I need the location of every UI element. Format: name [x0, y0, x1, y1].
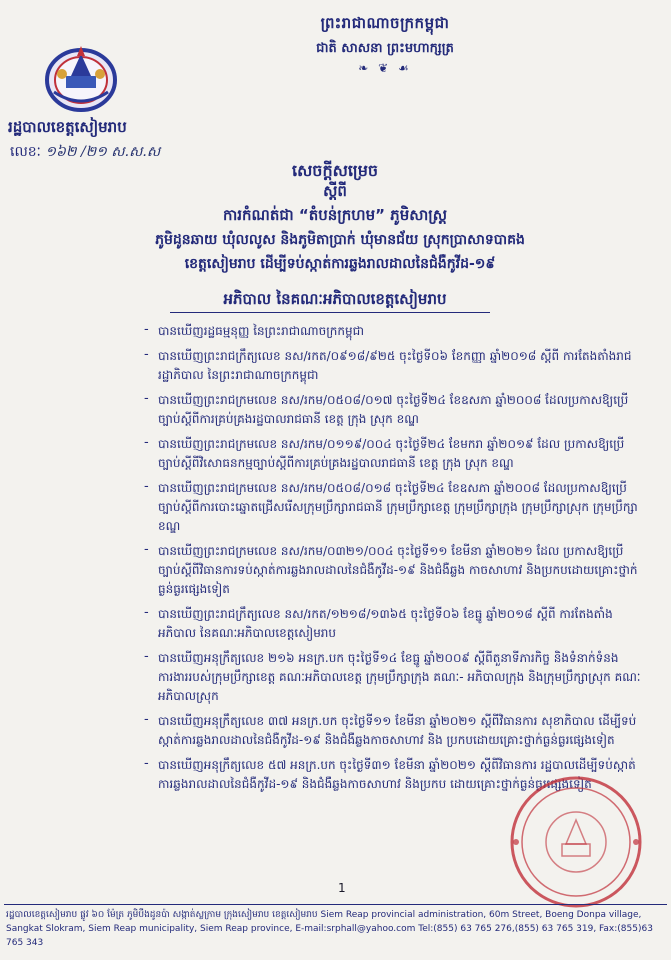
- bullet-dash: -: [144, 712, 149, 727]
- legal-basis-list: [144, 322, 644, 800]
- list-item: - បានឃើញព្រះរាជក្រឹត្យលេខ នស/រកត/១២១៨/១៣៦៥ ចុះថ្ងៃទី០៦ ខែធ្នូ ឆ្នាំ២០១៨ ស្តីពី ការតែងតាំងអភិបាល នៃគណៈអភិបាលខេត្តសៀមរាប: [144, 605, 644, 643]
- list-item: - បានឃើញព្រះរាជក្រឹត្យលេខ នស/រកត/០៩១៨/៩២៥ ចុះថ្ងៃទី០៦ ខែកញ្ញា ឆ្នាំ២០១៨ ស្តីពី ការតែងតាំងរាជរដ្ឋាភិបាល នៃព្រះរាជាណាចក្រកម្ពុជា: [144, 347, 644, 385]
- footer-line-1: រដ្ឋបាលខេត្តសៀមរាប ផ្លូវ ៦០ ម៉ែត្រ ភូមិបឹងដូនប៉ា សង្កាត់ស្លក្រាម ក្រុងសៀមរាប ខេត្តសៀមរាប Siem Reap provincial administration, 60m Street, Boeng Donpa village,: [6, 910, 642, 920]
- list-item: - បានឃើញព្រះរាជក្រមលេខ នស/រកម/០៥០៨/០១៨ ចុះថ្ងៃទី២៤ ខែឧសភា ឆ្នាំ២០០៨ ដែលប្រកាសឱ្យប្រើច្បាប់ស្តីពីការបោះឆ្នោតជ្រើសរើសក្រុមប្រឹក្សារាជធានី ក្រុមប្រឹក្សាខេត្ត ក្រុមប្រឹក្សាក្រុង ក្រុមប្រឹក្សាស្រុក ក្រុមប្រឹក្សាខណ្ឌ: [144, 479, 644, 536]
- page-number: 1: [338, 881, 346, 895]
- footer-line-2: Sangkat Slokram, Siem Reap municipality, Siem Reap province, E-mail:srphall@yahoo.com Tel:(855) 63 765 276,(855) 63 765 319, Fax:(855)63 765 343: [6, 924, 653, 948]
- list-item: - បានឃើញអនុក្រឹត្យលេខ ៥៧ អនក្រ.បក ចុះថ្ងៃទី៣១ ខែមីនា ឆ្នាំ២០២១ ស្តីពីវិធានការ រដ្ឋបាលដើម្បីទប់ស្កាត់ការឆ្លងរាលដាលនៃជំងឺកូវីដ-១៩ និងជំងឺឆ្លងកាចសាហាវ និងប្រកប ដោយគ្រោះថ្នាក់ធ្ងន់ធ្ងរផ្សេងទៀត: [144, 756, 644, 794]
- list-item: - បានឃើញព្រះរាជក្រមលេខ នស/រកម/០៣២១/០០៤ ចុះថ្ងៃទី១១ ខែមីនា ឆ្នាំ២០២១ ដែល ប្រកាសឱ្យប្រើច្បាប់ស្តីពីវិធានការទប់ស្កាត់ការឆ្លងរាលដាលនៃជំងឺកូវីដ-១៩ និងជំងឺឆ្លង កាចសាហាវ និងប្រកបដោយគ្រោះថ្នាក់ធ្ងន់ធ្ងរផ្សេងទៀត: [144, 542, 644, 599]
- ornament-divider: ❧ ❦ ☙: [358, 61, 412, 75]
- list-item: - បានឃើញព្រះរាជក្រមលេខ នស/រកម/០១១៩/០០៤ ចុះថ្ងៃទី២៤ ខែមករា ឆ្នាំ២០១៩ ដែល ប្រកាសឱ្យប្រើច្បាប់ស្តីពីវិសោធនកម្មច្បាប់ស្តីពីការគ្រប់គ្រងរដ្ឋបាលរាជធានី ខេត្ត ក្រុង ស្រុក ខណ្ឌ: [144, 435, 644, 473]
- subject-line-1: ការកំណត់ជា “តំបន់ក្រហម” ភូមិសាស្ត្រ: [222, 206, 448, 224]
- subject-line-2: ភូមិដូនឆាយ ឃុំលលូស និងភូមិតាប្រាក់ ឃុំមានជ័យ ស្រុកប្រាសាទបាគង: [155, 232, 525, 248]
- bullet-dash: -: [144, 322, 149, 337]
- list-item: - បានឃើញព្រះរាជក្រមលេខ នស/រកម/០៥០៨/០១៧ ចុះថ្ងៃទី២៤ ខែឧសភា ឆ្នាំ២០០៨ ដែលប្រកាសឱ្យប្រើច្បាប់ស្តីពីការគ្រប់គ្រងរដ្ឋបាលរាជធានី ខេត្ត ក្រុង ស្រុក ខណ្ឌ: [144, 391, 644, 429]
- bullet-dash: -: [144, 347, 149, 362]
- list-item: - បានឃើញអនុក្រឹត្យលេខ ៣៧ អនក្រ.បក ចុះថ្ងៃទី១១ ខែមីនា ឆ្នាំ២០២១ ស្តីពីវិធានការ សុខាភិបាល ដើម្បីទប់ស្កាត់ការឆ្លងរាលដាលនៃជំងឺកូវីដ-១៩ និងជំងឺឆ្លងកាចសាហាវ និង ប្រកបដោយគ្រោះថ្នាក់ធ្ងន់ធ្ងរផ្សេងទៀត: [144, 712, 644, 750]
- footer-divider: [4, 904, 667, 905]
- bullet-dash: -: [144, 435, 149, 450]
- siem-reap-emblem-icon: [36, 42, 126, 114]
- bullet-dash: -: [144, 542, 149, 557]
- bullet-dash: -: [144, 756, 149, 771]
- list-item: - បានឃើញរដ្ឋធម្មនុញ្ញ នៃព្រះរាជាណាចក្រកម្ពុជា: [144, 322, 644, 341]
- bullet-dash: -: [144, 605, 149, 620]
- bullet-dash: -: [144, 479, 149, 494]
- reference-value: ១៦២ /២១ ស.ស.ស: [45, 144, 161, 160]
- bullet-dash: -: [144, 649, 149, 664]
- agency-name: រដ្ឋបាលខេត្តសៀមរាប: [8, 118, 127, 136]
- list-item: - បានឃើញអនុក្រឹត្យលេខ ២១៦ អនក្រ.បក ចុះថ្ងៃទី១៤ ខែធ្នូ ឆ្នាំ២០០៩ ស្តីពីតួនាទីភារកិច្ច និងទំនាក់ទំនងការងាររបស់ក្រុមប្រឹក្សាខេត្ត គណៈអភិបាលខេត្ត ក្រុមប្រឹក្សាក្រុង គណៈ- អភិបាលក្រុង និងក្រុមប្រឹក្សាស្រុក គណៈអភិបាលស្រុក: [144, 649, 644, 706]
- footer-address: [6, 908, 666, 950]
- issuing-authority: អភិបាល នៃគណៈអភិបាលខេត្តសៀមរាប: [223, 290, 447, 308]
- national-motto: ជាតិ សាសនា ព្រះមហាក្សត្រ: [316, 41, 454, 56]
- official-seal-icon: [506, 772, 646, 912]
- decision-title: សេចក្តីសម្រេច: [291, 161, 378, 180]
- subject-line-3: ខេត្តសៀមរាប ដើម្បីទប់ស្កាត់ការឆ្លងរាលដាលនៃជំងឺកូវីដ-១៩: [184, 256, 496, 272]
- bullet-dash: -: [144, 391, 149, 406]
- divider: [170, 312, 490, 313]
- kingdom-title: ព្រះរាជាណាចក្រកម្ពុជា: [320, 14, 450, 32]
- reference-number: [10, 142, 160, 163]
- reference-label: លេខៈ: [10, 144, 41, 160]
- kingdom-header: [230, 14, 540, 75]
- subject-label: ស្តីពី: [323, 182, 347, 200]
